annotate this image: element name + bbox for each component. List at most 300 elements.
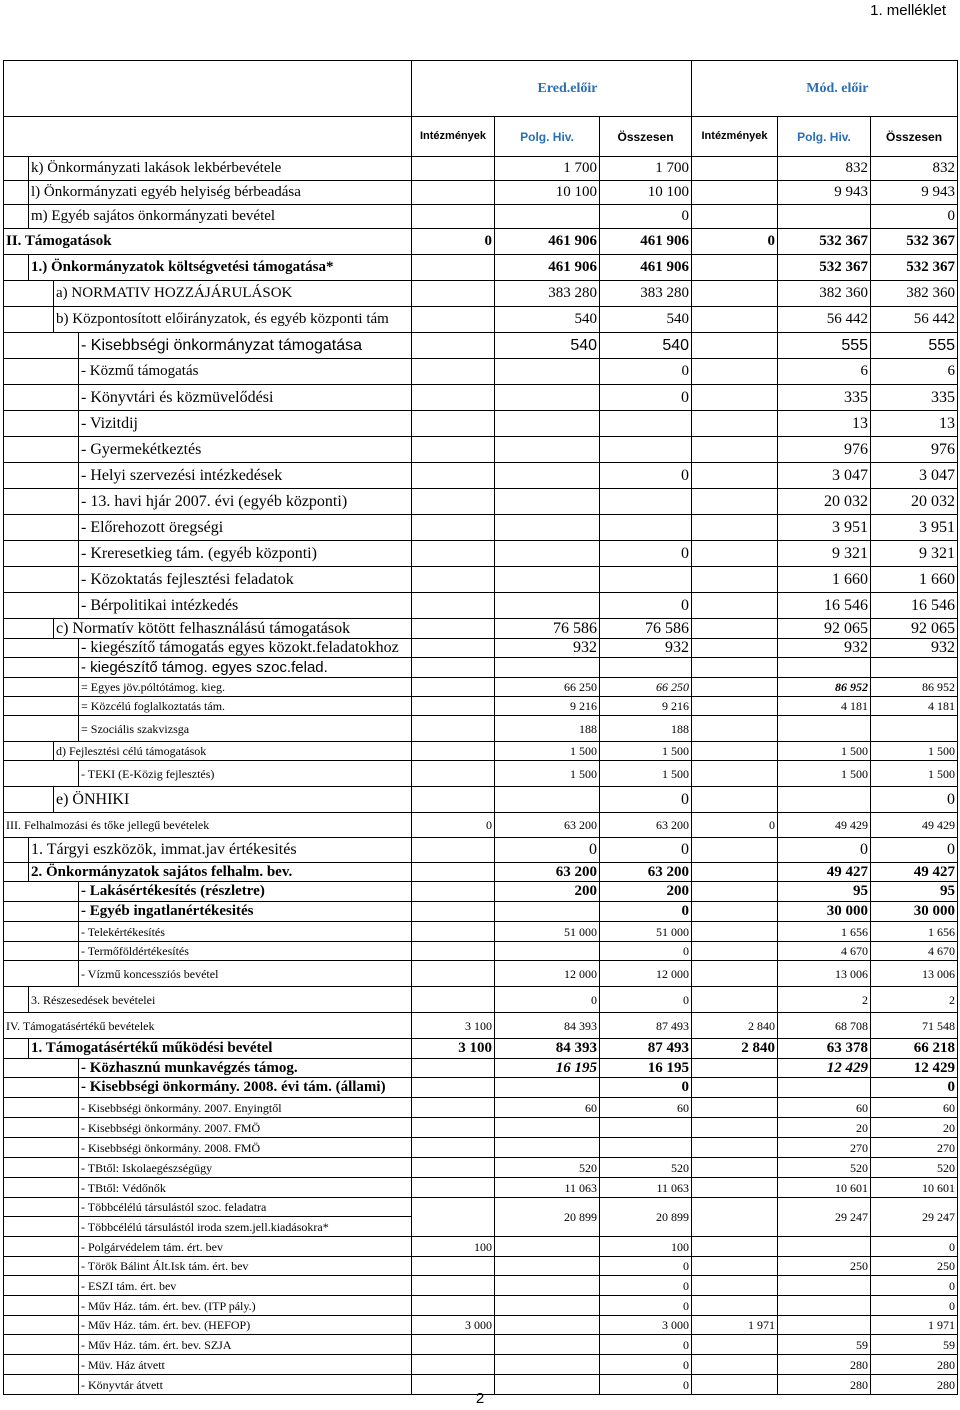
row-label: 1. Tárgyi eszközök, immat.jav értékesités — [29, 838, 412, 863]
row-label: 3. Részesedések bevételei — [29, 987, 412, 1013]
row-value — [412, 863, 495, 882]
row-value — [412, 181, 495, 205]
row-value — [692, 1335, 778, 1355]
row-value: 532 367 — [871, 255, 958, 281]
row-value: 86 952 — [871, 678, 958, 697]
row-value: 520 — [871, 1158, 958, 1178]
row-value: 540 — [600, 307, 692, 333]
row-value — [692, 882, 778, 902]
row-value: 3 000 — [600, 1316, 692, 1335]
row-value: 13 — [871, 411, 958, 437]
row-value: 0 — [600, 205, 692, 229]
row-value: 6 — [778, 359, 871, 385]
row-value: 9 216 — [495, 697, 600, 716]
row-value: 10 100 — [495, 181, 600, 205]
row-label: - Kisebbségi önkormány. 2007. FMÖ — [79, 1118, 412, 1138]
indent-cell — [4, 205, 29, 229]
row-value: 60 — [778, 1098, 871, 1118]
indent-cell — [4, 1335, 79, 1355]
row-value: 0 — [778, 838, 871, 863]
row-value — [412, 463, 495, 489]
row-value — [778, 1078, 871, 1098]
indent-cell — [4, 1237, 79, 1257]
row-label: - TBtől: Iskolaegészségügy — [79, 1158, 412, 1178]
row-value: 0 — [495, 987, 600, 1013]
row-label: - Többcélélú társulástól iroda szem.jell.kiadásokra* — [79, 1217, 412, 1237]
header-blank — [4, 61, 412, 117]
row-value: 63 200 — [600, 813, 692, 838]
row-value: 0 — [600, 1335, 692, 1355]
row-value: 0 — [871, 1237, 958, 1257]
row-value: 1 500 — [778, 761, 871, 787]
row-value — [778, 716, 871, 742]
row-value: 0 — [412, 813, 495, 838]
row-value — [871, 716, 958, 742]
row-value: 976 — [778, 437, 871, 463]
row-value — [600, 658, 692, 678]
row-value: 9 216 — [600, 697, 692, 716]
row-value — [412, 882, 495, 902]
table-row — [4, 205, 958, 229]
table-row — [4, 515, 958, 541]
row-value: 51 000 — [600, 922, 692, 942]
row-value: 68 708 — [778, 1013, 871, 1039]
row-value — [600, 515, 692, 541]
row-value: 0 — [600, 942, 692, 961]
table-row — [4, 922, 958, 942]
table-row — [4, 813, 958, 838]
table-row — [4, 1039, 958, 1059]
row-value — [692, 1198, 778, 1237]
row-value: 66 250 — [600, 678, 692, 697]
table-row — [4, 411, 958, 437]
row-value: 76 586 — [600, 619, 692, 639]
row-value: 76 586 — [495, 619, 600, 639]
indent-cell — [4, 181, 29, 205]
table-row — [4, 1257, 958, 1276]
indent-cell — [4, 1118, 79, 1138]
row-value — [692, 205, 778, 229]
row-value: 63 378 — [778, 1039, 871, 1059]
row-value: 0 — [600, 541, 692, 567]
table-row — [4, 1198, 958, 1217]
table-row — [4, 437, 958, 463]
row-value: 0 — [495, 838, 600, 863]
row-value: 71 548 — [871, 1013, 958, 1039]
row-value — [495, 463, 600, 489]
row-value: 20 899 — [600, 1198, 692, 1237]
row-label: - Közhasznú munkavégzés támog. — [79, 1059, 412, 1078]
row-value — [692, 987, 778, 1013]
row-value — [778, 1237, 871, 1257]
row-value — [412, 411, 495, 437]
header-col-3: Összesen — [600, 117, 692, 157]
row-value — [412, 1178, 495, 1198]
row-value: 0 — [600, 1078, 692, 1098]
header-group-original: Ered.előir — [412, 61, 600, 117]
row-value — [495, 359, 600, 385]
row-value: 0 — [871, 205, 958, 229]
row-value: 532 367 — [778, 255, 871, 281]
row-value: 1 700 — [600, 157, 692, 181]
row-value: 0 — [871, 1276, 958, 1296]
table-row — [4, 1138, 958, 1158]
row-value: 10 601 — [871, 1178, 958, 1198]
row-value — [778, 787, 871, 813]
row-value — [778, 658, 871, 678]
row-value — [495, 658, 600, 678]
table-row — [4, 307, 958, 333]
row-value — [412, 255, 495, 281]
row-label: - Egyéb ingatlanértékesités — [79, 902, 412, 922]
row-value: 1 971 — [871, 1316, 958, 1335]
row-value — [692, 437, 778, 463]
table-row — [4, 1158, 958, 1178]
row-value — [692, 863, 778, 882]
row-value — [412, 205, 495, 229]
row-label: l) Önkormányzati egyéb helyiség bérbeadása — [29, 181, 412, 205]
row-value: 0 — [871, 1078, 958, 1098]
row-label: - Közoktatás fejlesztési feladatok — [79, 567, 412, 593]
row-label: - Kisebbségi önkormány. 2008. FMÖ — [79, 1138, 412, 1158]
header-col-1: Intézmények — [412, 117, 495, 157]
row-value — [600, 411, 692, 437]
indent-cell — [4, 1296, 79, 1316]
row-value — [495, 205, 600, 229]
row-value: 932 — [778, 639, 871, 658]
table-row — [4, 942, 958, 961]
row-value — [495, 489, 600, 515]
row-value: 60 — [600, 1098, 692, 1118]
row-value — [692, 385, 778, 411]
indent-cell — [4, 359, 79, 385]
row-value: 13 006 — [778, 961, 871, 987]
row-value — [692, 1118, 778, 1138]
row-value — [412, 1118, 495, 1138]
indent-cell — [4, 1355, 79, 1375]
table-row — [4, 567, 958, 593]
row-value — [778, 1316, 871, 1335]
row-label: d) Fejlesztési célú támogatások — [54, 742, 412, 761]
row-value: 0 — [600, 987, 692, 1013]
row-value: 20 032 — [871, 489, 958, 515]
row-value: 49 427 — [778, 863, 871, 882]
row-value: 4 181 — [871, 697, 958, 716]
row-value — [692, 902, 778, 922]
indent-cell — [4, 1178, 79, 1198]
row-value: 12 000 — [600, 961, 692, 987]
table-row — [4, 787, 958, 813]
table-row — [4, 255, 958, 281]
row-value — [692, 742, 778, 761]
row-value: 0 — [871, 1296, 958, 1316]
row-label: IV. Támogatásértékű bevételek — [4, 1013, 412, 1039]
row-value: 0 — [600, 593, 692, 619]
row-value: 0 — [600, 1257, 692, 1276]
row-value — [495, 593, 600, 619]
row-value — [412, 1078, 495, 1098]
row-value — [692, 838, 778, 863]
indent-cell — [4, 437, 79, 463]
row-value: 63 200 — [495, 863, 600, 882]
row-label: - Gyermekétkeztés — [79, 437, 412, 463]
row-value: 60 — [495, 1098, 600, 1118]
row-value: 3 000 — [412, 1316, 495, 1335]
header-col-5: Polg. Hiv. — [778, 117, 871, 157]
row-label: = Közcélú foglalkoztatás tám. — [79, 697, 412, 716]
row-value: 12 429 — [778, 1059, 871, 1078]
row-value: 11 063 — [495, 1178, 600, 1198]
row-value: 13 006 — [871, 961, 958, 987]
header-row-columns — [4, 117, 958, 157]
row-label: II. Támogatások — [4, 229, 412, 255]
row-label: k) Önkormányzati lakások lekbérbevétele — [29, 157, 412, 181]
row-value: 200 — [600, 882, 692, 902]
table-row — [4, 463, 958, 489]
indent-cell — [4, 1316, 79, 1335]
row-value — [495, 1078, 600, 1098]
table-row — [4, 882, 958, 902]
row-value — [692, 181, 778, 205]
row-value: 200 — [495, 882, 600, 902]
row-value — [412, 1158, 495, 1178]
indent-cell — [4, 1059, 79, 1078]
row-value: 9 943 — [778, 181, 871, 205]
row-value — [495, 1138, 600, 1158]
row-value: 87 493 — [600, 1013, 692, 1039]
indent-cell — [4, 882, 79, 902]
row-label: - TEKI (E-Közig fejlesztés) — [79, 761, 412, 787]
row-value: 4 670 — [871, 942, 958, 961]
row-value — [495, 1118, 600, 1138]
row-value: 0 — [692, 813, 778, 838]
row-value: 0 — [600, 1296, 692, 1316]
row-value — [495, 1237, 600, 1257]
row-value: 461 906 — [600, 229, 692, 255]
indent-cell — [4, 787, 54, 813]
table-row — [4, 678, 958, 697]
header-group-modified: Mód. előir — [692, 61, 871, 117]
indent-cell — [4, 1217, 79, 1237]
indent-cell — [4, 541, 79, 567]
row-value: 932 — [600, 639, 692, 658]
row-value: 1 660 — [871, 567, 958, 593]
row-value — [692, 1257, 778, 1276]
row-value — [412, 1335, 495, 1355]
row-value — [600, 567, 692, 593]
indent-cell — [4, 678, 79, 697]
row-value — [412, 385, 495, 411]
row-value: 0 — [871, 787, 958, 813]
row-value: 4 670 — [778, 942, 871, 961]
row-value: 2 — [871, 987, 958, 1013]
row-value — [495, 437, 600, 463]
indent-cell — [4, 515, 79, 541]
row-value — [412, 742, 495, 761]
row-value — [692, 1237, 778, 1257]
row-label: - Könyvtár átvett — [79, 1375, 412, 1395]
indent-cell — [4, 742, 54, 761]
table-row — [4, 489, 958, 515]
table-row — [4, 333, 958, 359]
row-value: 20 — [871, 1118, 958, 1138]
row-value: 0 — [600, 787, 692, 813]
table-row — [4, 1098, 958, 1118]
table-row — [4, 838, 958, 863]
row-value: 520 — [495, 1158, 600, 1178]
row-value — [495, 1276, 600, 1296]
row-value: 540 — [495, 333, 600, 359]
row-value — [412, 1059, 495, 1078]
row-value: 2 — [778, 987, 871, 1013]
row-value — [412, 902, 495, 922]
row-value — [412, 307, 495, 333]
row-value: 0 — [600, 385, 692, 411]
row-value: 250 — [778, 1257, 871, 1276]
row-value — [495, 1355, 600, 1375]
row-value — [692, 716, 778, 742]
indent-cell — [4, 942, 79, 961]
indent-cell — [4, 333, 79, 359]
row-value: 87 493 — [600, 1039, 692, 1059]
indent-cell — [4, 307, 54, 333]
row-value: 520 — [600, 1158, 692, 1178]
row-value — [692, 359, 778, 385]
row-value: 3 951 — [778, 515, 871, 541]
indent-cell — [4, 463, 79, 489]
row-value: 29 247 — [871, 1198, 958, 1237]
indent-cell — [4, 1158, 79, 1178]
row-value — [412, 281, 495, 307]
indent-cell — [4, 658, 79, 678]
row-value: 540 — [600, 333, 692, 359]
header-col-2: Polg. Hiv. — [495, 117, 600, 157]
row-value — [412, 942, 495, 961]
row-value: 51 000 — [495, 922, 600, 942]
indent-cell — [4, 619, 54, 639]
row-value: 0 — [600, 838, 692, 863]
row-value: 95 — [871, 882, 958, 902]
row-label: - Közmű támogatás — [79, 359, 412, 385]
table-row — [4, 863, 958, 882]
row-label: - Termőföldértékesítés — [79, 942, 412, 961]
row-value: 84 393 — [495, 1013, 600, 1039]
row-value — [412, 333, 495, 359]
row-value: 13 — [778, 411, 871, 437]
row-value: 2 840 — [692, 1039, 778, 1059]
table-row — [4, 716, 958, 742]
annex-label: 1. melléklet — [870, 2, 946, 19]
row-label: - Polgárvédelem tám. ért. bev — [79, 1237, 412, 1257]
row-value: 188 — [495, 716, 600, 742]
row-value: 16 546 — [778, 593, 871, 619]
row-label: - Kreresetkieg tám. (egyéb központi) — [79, 541, 412, 567]
row-label: = Szociális szakvizsga — [79, 716, 412, 742]
row-value: 1 500 — [600, 761, 692, 787]
row-value: 10 601 — [778, 1178, 871, 1198]
table-row — [4, 1276, 958, 1296]
row-value: 832 — [778, 157, 871, 181]
row-value: 335 — [871, 385, 958, 411]
row-value — [412, 1296, 495, 1316]
row-value: 1 700 — [495, 157, 600, 181]
row-value: 335 — [778, 385, 871, 411]
indent-cell — [4, 385, 79, 411]
indent-cell — [4, 987, 29, 1013]
table-row — [4, 639, 958, 658]
row-value — [412, 639, 495, 658]
row-value — [495, 411, 600, 437]
row-value: 59 — [871, 1335, 958, 1355]
row-label: 1.) Önkormányzatok költségvetési támogatása* — [29, 255, 412, 281]
indent-cell — [4, 1276, 79, 1296]
row-value: 3 100 — [412, 1039, 495, 1059]
row-value — [412, 961, 495, 987]
row-value: 1 500 — [495, 761, 600, 787]
row-value — [692, 761, 778, 787]
indent-cell — [4, 922, 79, 942]
table-row — [4, 1355, 958, 1375]
row-label: - Műv Ház. tám. ért. bev. (ITP pály.) — [79, 1296, 412, 1316]
row-label: a) NORMATIV HOZZÁJÁRULÁSOK — [54, 281, 412, 307]
row-value — [692, 942, 778, 961]
row-label: - Többcélélú társulástól szoc. feladatra — [79, 1198, 412, 1217]
row-value: 0 — [600, 1375, 692, 1395]
row-value — [412, 1098, 495, 1118]
row-value: 10 100 — [600, 181, 692, 205]
indent-cell — [4, 838, 29, 863]
row-value — [412, 1198, 495, 1237]
row-value — [692, 1276, 778, 1296]
row-value — [600, 437, 692, 463]
row-value: 63 200 — [600, 863, 692, 882]
row-value — [692, 333, 778, 359]
budget-table — [3, 60, 958, 1395]
row-value: 63 200 — [495, 813, 600, 838]
table-row — [4, 1013, 958, 1039]
row-value: 86 952 — [778, 678, 871, 697]
row-label: - kiegészítő támogatás egyes közokt.feladatokhoz — [79, 639, 412, 658]
row-value — [692, 593, 778, 619]
row-value: 0 — [600, 463, 692, 489]
row-value — [692, 307, 778, 333]
row-value: 188 — [600, 716, 692, 742]
row-value: 66 218 — [871, 1039, 958, 1059]
row-value: 1 656 — [871, 922, 958, 942]
row-value: 280 — [778, 1375, 871, 1395]
row-value — [600, 489, 692, 515]
indent-cell — [4, 411, 79, 437]
row-value: 520 — [778, 1158, 871, 1178]
row-label: - Előrehozott öregségi — [79, 515, 412, 541]
indent-cell — [4, 697, 79, 716]
indent-cell — [4, 1078, 79, 1098]
indent-cell — [4, 593, 79, 619]
row-value — [412, 787, 495, 813]
row-value: 100 — [600, 1237, 692, 1257]
row-value — [495, 1257, 600, 1276]
row-value — [692, 619, 778, 639]
row-value: 0 — [600, 1355, 692, 1375]
indent-cell — [4, 255, 29, 281]
row-value — [412, 761, 495, 787]
row-value: 56 442 — [778, 307, 871, 333]
row-value: 9 321 — [871, 541, 958, 567]
indent-cell — [4, 1138, 79, 1158]
row-value: 532 367 — [778, 229, 871, 255]
row-label: - Műv Ház. tám. ért. bev. (HEFOP) — [79, 1316, 412, 1335]
row-label: - kiegészítő támog. egyes szoc.felad. — [79, 658, 412, 678]
